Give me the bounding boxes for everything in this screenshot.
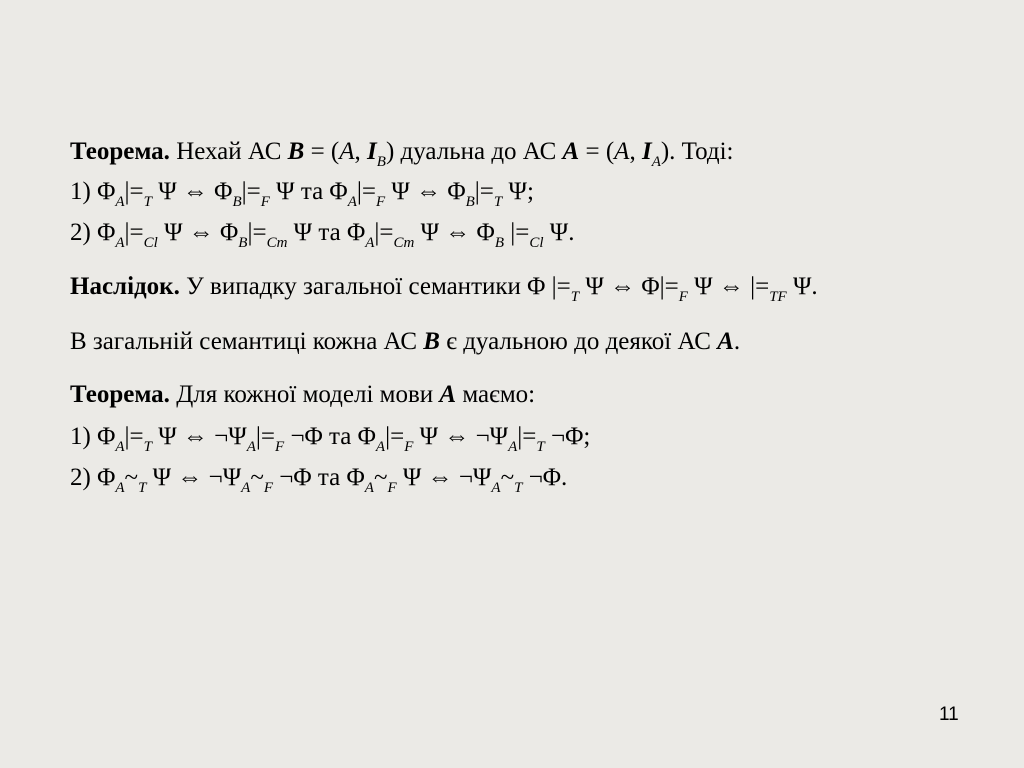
theorem1-subscript: A — [651, 154, 661, 170]
formula-text: ~ — [500, 464, 515, 491]
formula-text: Ψ ⇔ |= — [687, 273, 770, 300]
formula-text: Ψ та Φ — [287, 219, 366, 246]
formula-subscript: A — [115, 194, 125, 210]
formula-text: Ψ ⇔ ¬Ψ — [396, 464, 492, 491]
formula-text: |= — [356, 178, 376, 205]
theorem2-text: маємо: — [456, 381, 536, 408]
formula-subscript: F — [404, 439, 414, 455]
formula-text: Ψ. — [786, 273, 818, 300]
formula-text: Ψ. — [543, 219, 575, 246]
formula-subscript: B — [465, 194, 475, 210]
corollary-label: Наслідок. — [70, 273, 180, 300]
theorem1-symbol: A — [562, 138, 580, 165]
formula-subscript: TF — [769, 289, 787, 305]
formula-subscript: T — [536, 439, 545, 455]
theorem1-symbol: I — [641, 138, 652, 165]
formula-subscript: B — [238, 235, 248, 251]
formula-subscript: A — [347, 194, 357, 210]
theorem1-text: , — [629, 138, 642, 165]
formula-subscript: T — [143, 439, 152, 455]
formula-text: ¬Φ та Φ — [284, 423, 376, 450]
formula-text: 1) Φ — [70, 178, 116, 205]
formula-subscript: F — [375, 194, 386, 210]
theorem1-label: Теорема. — [70, 138, 170, 165]
page-number: 11 — [939, 704, 959, 725]
general-text: . — [733, 328, 741, 355]
formula-subscript: A — [246, 439, 256, 455]
general-text: В загальній семантиці кожна АС — [70, 328, 424, 355]
formula-text: Ψ ⇔ Φ|= — [579, 273, 679, 300]
formula-text: |= — [241, 178, 261, 205]
formula-subscript: T — [143, 194, 152, 210]
theorem1-text: = ( — [304, 138, 340, 165]
formula-subscript: F — [387, 480, 397, 496]
theorem2-line — [70, 380, 535, 410]
formula-text: |= — [385, 423, 405, 450]
formula-text: 2) Φ — [70, 464, 116, 491]
formula-text: Ψ ⇔ Φ — [385, 178, 466, 205]
formula-subscript: F — [260, 194, 270, 210]
corollary-text: У випадку загальної семантики Φ |= — [179, 273, 571, 300]
formula-subscript: A — [115, 235, 125, 251]
theorem1-symbol: A — [614, 138, 630, 165]
formula-subscript: T — [514, 480, 523, 496]
formula-text: 2) Φ — [70, 219, 116, 246]
item2-line — [70, 218, 575, 251]
general-semantics-line — [70, 327, 740, 357]
formula-text: ¬Φ та Φ — [273, 464, 365, 491]
formula-subscript: A — [375, 439, 386, 455]
formula-text: 1) Φ — [70, 423, 116, 450]
theorem2-text: Для кожної моделі мови — [169, 381, 440, 408]
formula-text: Ψ та Φ — [269, 178, 348, 205]
formula-text: ~ — [373, 464, 388, 491]
theorem1-text: ). Тоді: — [660, 138, 734, 165]
theorem1-symbol: I — [367, 138, 377, 165]
item1-line — [70, 177, 534, 210]
theorem2-symbol: A — [439, 381, 457, 408]
formula-subscript: T — [493, 194, 503, 210]
formula-subscript: A — [115, 439, 125, 455]
formula-text: |= — [474, 178, 494, 205]
formula-subscript: A — [241, 480, 251, 496]
formula-subscript: Cm — [393, 235, 415, 251]
theorem1-symbol: A — [339, 138, 355, 165]
formula-subscript: B — [494, 235, 504, 251]
formula-text: Ψ ⇔ Φ — [151, 178, 233, 205]
formula-subscript: F — [678, 289, 688, 305]
formula-text: |= — [517, 423, 537, 450]
item4-line — [70, 463, 568, 496]
formula-subscript: A — [364, 480, 374, 496]
general-text: є дуальною до деякої АС — [439, 328, 718, 355]
formula-subscript: T — [138, 480, 147, 496]
formula-text: Ψ ⇔ ¬Ψ — [151, 423, 247, 450]
formula-subscript: A — [365, 235, 375, 251]
formula-subscript: Cl — [143, 235, 158, 251]
theorem1-subscript: B — [376, 154, 386, 170]
formula-text: Ψ ⇔ Φ — [157, 219, 239, 246]
corollary-line — [70, 272, 818, 305]
theorem1-text: = ( — [579, 138, 615, 165]
formula-text: ~ — [124, 464, 139, 491]
formula-subscript: A — [491, 480, 501, 496]
formula-text: Ψ ⇔ ¬Ψ — [413, 423, 509, 450]
general-symbol: A — [717, 328, 734, 355]
item3-line — [70, 422, 591, 455]
formula-subscript: B — [232, 194, 242, 210]
theorem1-line — [70, 137, 734, 170]
formula-subscript: F — [275, 439, 285, 455]
theorem1-text: Нехай АС — [169, 138, 288, 165]
formula-text: |= — [124, 423, 144, 450]
formula-text: |= — [503, 219, 530, 246]
formula-subscript: Cm — [266, 235, 288, 251]
general-symbol: B — [423, 328, 440, 355]
theorem1-text: , — [354, 138, 368, 165]
formula-text: |= — [124, 219, 144, 246]
formula-text: ~ — [250, 464, 264, 491]
formula-subscript: T — [570, 289, 580, 305]
theorem1-text: ) дуальна до АС — [385, 138, 563, 165]
theorem1-symbol: B — [287, 138, 305, 165]
formula-subscript: A — [508, 439, 518, 455]
formula-text: |= — [124, 178, 144, 205]
formula-subscript: F — [263, 480, 274, 496]
formula-text: |= — [255, 423, 276, 450]
theorem2-label: Теорема. — [70, 381, 170, 408]
formula-text: ¬Φ; — [544, 423, 591, 450]
formula-text: Ψ ⇔ Φ — [414, 219, 495, 246]
formula-text: ¬Φ. — [522, 464, 568, 491]
formula-subscript: A — [115, 480, 125, 496]
formula-text: |= — [247, 219, 267, 246]
formula-text: |= — [374, 219, 394, 246]
formula-subscript: Cl — [529, 235, 544, 251]
formula-text: Ψ ⇔ ¬Ψ — [146, 464, 242, 491]
formula-text: Ψ; — [502, 178, 534, 205]
